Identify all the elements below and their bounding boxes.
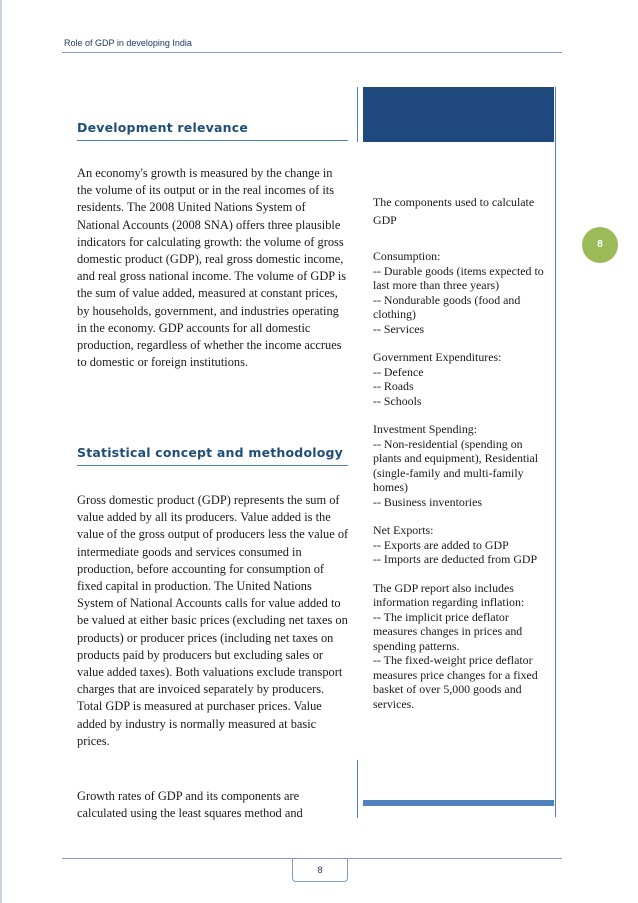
consumption-group [373,249,548,336]
sidebar-footer-bar [363,800,554,806]
consumption-heading: Consumption: [373,249,441,263]
growth-paragraph: Growth rates of GDP and its components are calculated using the least squares method and [77,789,303,821]
sidebar-border [357,87,358,142]
list-item: -- Schools [373,393,422,408]
footer-page-number: 8 [292,858,348,882]
list-item: -- Durable goods (items expected to last more than three years) [373,263,544,292]
inflation-group [373,581,548,712]
sidebar-border [357,760,358,818]
sidebar-box [373,193,548,725]
net-exports-heading: Net Exports: [373,523,434,537]
government-group [373,350,548,408]
inflation-heading: The GDP report also includes information regarding inflation: [373,580,525,609]
section-underline [77,465,348,466]
section-heading-statistical: Statistical concept and methodology [77,445,344,460]
net-exports-group [373,523,548,567]
list-item: -- Defence [373,364,424,379]
list-item: -- Exports are added to GDP [373,537,509,552]
section-heading-development: Development relevance [77,120,249,135]
list-item: -- Nondurable goods (food and clothing) [373,292,521,321]
investment-group [373,422,548,509]
investment-heading: Investment Spending: [373,422,478,436]
list-item: -- Imports are deducted from GDP [373,552,538,566]
sidebar-header-bar [363,87,554,142]
statistical-paragraph: Gross domestic product (GDP) represents the sum of value added by all its producers. Value added is the value of the gross output of producers less the value of intermediate goods and services consumed in production, before accounting for consumption of fixed capital in production. The United Nations System of National Accounts calls for value added to be valued at either basic prices (excluding net taxes on products) or producer prices (including net taxes on products paid by producers but excluding sales or value added taxes). Both valuations exclude transport charges that are invoiced separately by producers. Total GDP is measured at purchaser prices. Value added by industry is normally measured at basic prices. [77,493,349,748]
section-underline [77,140,348,141]
list-item: -- Non-residential (spending on plants and equipment), Residential (single-family and multi-family homes) [373,436,539,494]
header-divider [62,52,562,53]
sidebar-title: The components used to calculate GDP [373,195,535,227]
list-item: -- Roads [373,379,414,393]
government-heading: Government Expenditures: [373,350,502,364]
list-item: -- Services [373,321,425,336]
page-number-badge: 8 [582,227,618,263]
development-paragraph: An economy's growth is measured by the change in the volume of its output or in the real incomes of its residents. The 2008 United Nations System of National Accounts (2008 SNA) offers three plausible indicators for calculating growth: the volume of gross domestic product (GDP), real gross domestic income, and real gross national income. The volume of GDP is the sum of value added, measured at constant prices, by households, government, and industries operating in the economy. GDP accounts for all domestic production, regardless of whether the income accrues to domestic or foreign institutions. [77,166,347,370]
list-item: -- Business inventories [373,494,482,509]
list-item: -- The implicit price deflator measures changes in prices and spending patterns. [373,609,523,653]
running-header-title: Role of GDP in developing India [64,38,192,48]
sidebar-border [555,87,556,817]
page-edge-rule [0,0,2,903]
list-item: -- The fixed-weight price deflator measures price changes for a fixed basket of over 5,000 goods and services. [373,653,538,711]
